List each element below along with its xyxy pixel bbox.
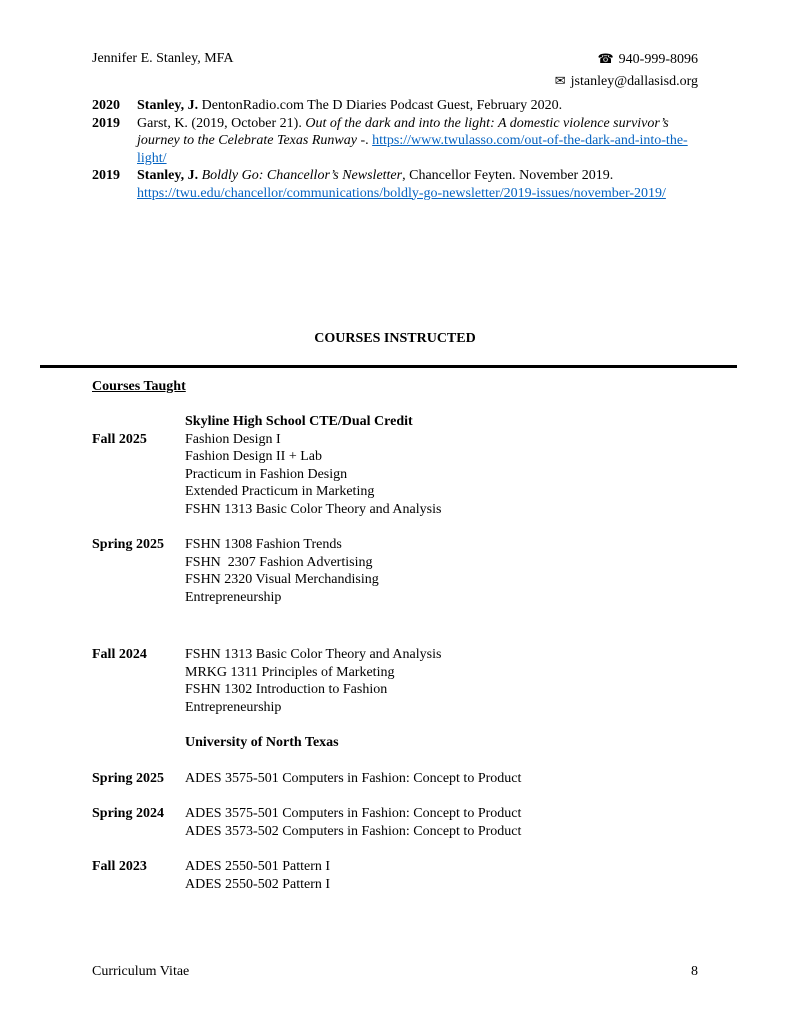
term-block [92,646,698,716]
course-item: FSHN 1313 Basic Color Theory and Analysis [185,501,442,517]
horizontal-rule [40,365,737,368]
courses-section [92,378,698,894]
phone-line [555,48,698,70]
section-title: COURSES INSTRUCTED [314,331,476,346]
email-icon: ✉ [554,73,566,88]
page-number: 8 [691,963,698,979]
publication-text [137,167,698,202]
institution-cell [185,413,698,431]
page-footer [92,963,698,981]
course-item: Fashion Design I [185,431,281,447]
course-item: MRKG 1311 Principles of Marketing [185,664,395,680]
course-item: ADES 3575-501 Computers in Fashion: Concept to Product [185,770,522,786]
term-label: Fall 2023 [92,859,147,874]
term-label: Fall 2024 [92,647,147,662]
publication-author: Stanley, J. [137,98,199,113]
page-header [92,48,698,92]
publication-link[interactable]: https://www.twulasso.com/out-of-the-dark-and-into-the-light/ [137,133,688,166]
course-list [185,431,698,519]
term-label: Spring 2025 [92,537,164,552]
course-item: ADES 3575-501 Computers in Fashion: Concept to Product [185,806,522,821]
course-item: FSHN 2320 Visual Merchandising [185,572,379,587]
publication-year: 2019 [92,168,120,183]
publication-year: 2020 [92,98,120,113]
institution-row [92,734,698,752]
course-item: FSHN 2307 Fashion Advertising [185,554,373,570]
term-block [92,536,698,606]
publication-entry [92,97,698,115]
course-item: ADES 2550-501 Pattern I [185,859,331,874]
course-list [185,805,698,840]
phone-number: 940-999-8096 [618,52,698,67]
institution-cell [185,734,698,752]
course-item: Entrepreneurship [185,589,282,605]
publication-separator: , Chancellor Feyten. November 2019. [402,168,614,183]
publications-section [92,97,698,202]
course-list [185,536,698,606]
footer-label: Curriculum Vitae [92,963,190,979]
course-item: FSHN 1308 Fashion Trends [185,537,342,552]
publication-year: 2019 [92,115,120,131]
publication-text [137,97,698,115]
term-block [92,805,698,840]
publication-separator: -. [356,133,373,148]
institution-name: University of North Texas [185,735,339,750]
term-block [92,770,698,788]
publication-entry [92,167,698,202]
course-item: Entrepreneurship [185,699,282,715]
term-label: Spring 2025 [92,770,164,786]
publication-text [137,115,698,168]
term-block [92,431,698,519]
publication-entry [92,115,698,168]
courses-taught-heading: Courses Taught [92,378,186,394]
publication-link[interactable]: https://twu.edu/chancellor/communications/boldly-go-newsletter/2019-issues/november-2019/ [137,185,666,201]
email-address: jstanley@dallasisd.org [570,74,698,89]
term-label: Spring 2024 [92,806,164,821]
author-name: Jennifer E. Stanley, MFA [92,51,234,66]
contact-info [555,48,698,92]
institution-name: Skyline High School CTE/Dual Credit [185,414,413,429]
term-spacer [92,734,185,752]
publication-citation: Garst, K. (2019, October 21). [137,115,306,131]
course-list [185,770,698,788]
course-item: Fashion Design II + Lab [185,449,322,464]
course-item: FSHN 1302 Introduction to Fashion [185,682,388,697]
term-spacer [92,413,185,431]
course-item: ADES 3573-502 Computers in Fashion: Concept to Product [185,823,522,839]
phone-icon: ☎ [597,51,614,66]
publication-title: Out of the dark and into the light: A domestic violence survivor’s journey to the Celebrate Texas Runway [137,115,669,148]
course-item: Practicum in Fashion Design [185,466,348,482]
course-list [185,858,698,893]
course-item: ADES 2550-502 Pattern I [185,876,331,892]
course-item: Extended Practicum in Marketing [185,484,375,499]
term-block [92,858,698,893]
course-list [185,646,698,716]
course-item: FSHN 1313 Basic Color Theory and Analysis [185,647,442,662]
institution-row [92,413,698,431]
email-line [555,70,698,92]
publication-title: Boldly Go: Chancellor’s Newsletter [201,168,403,183]
term-label: Fall 2025 [92,431,147,447]
publication-author: Stanley, J. [137,168,199,183]
publication-detail: DentonRadio.com The D Diaries Podcast Guest, February 2020. [198,98,563,113]
